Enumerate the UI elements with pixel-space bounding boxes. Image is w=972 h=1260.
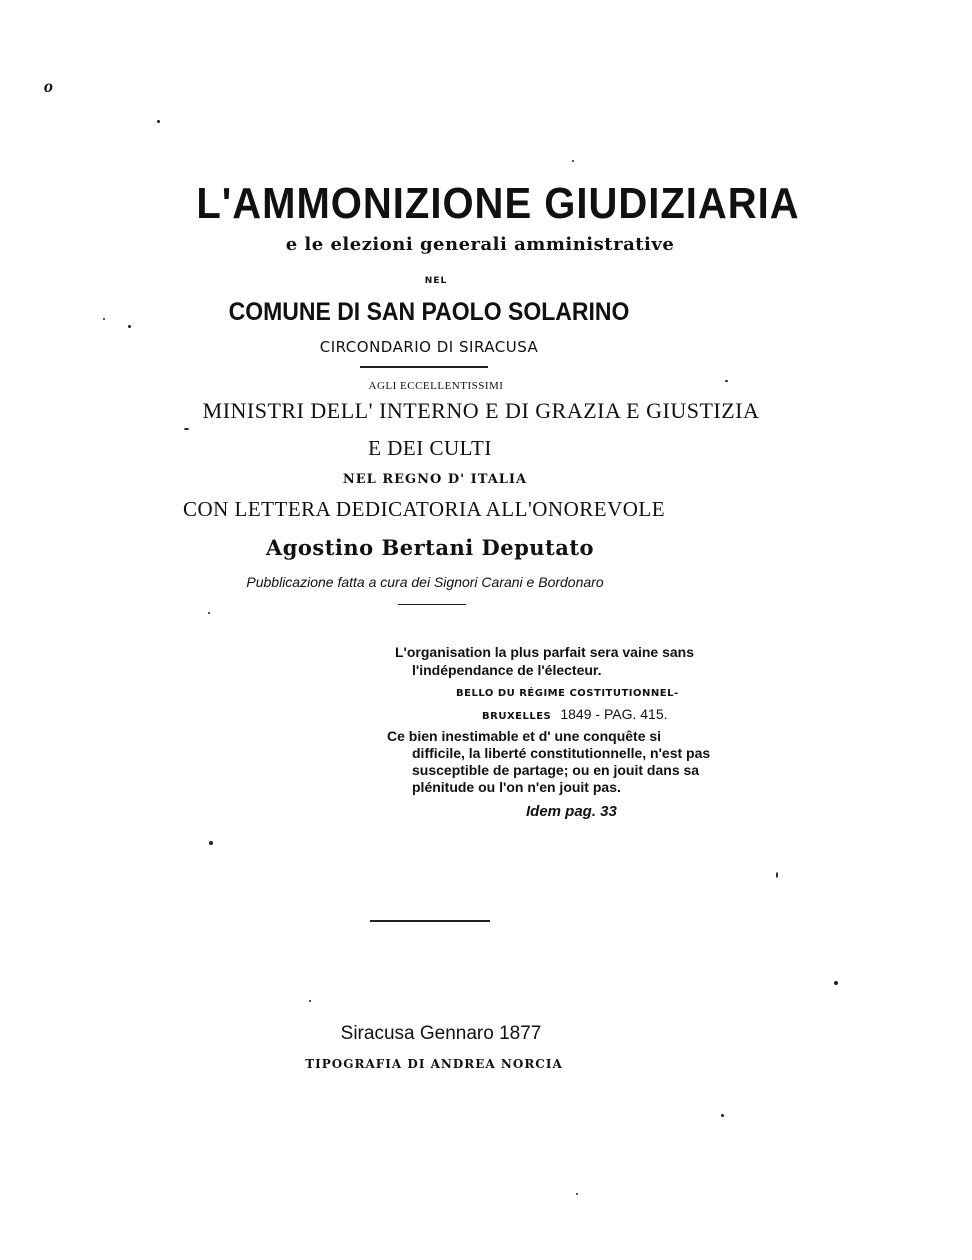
scan-speck [834, 981, 838, 985]
source2: Idem pag. 33 [526, 803, 617, 820]
quote2-line3: susceptible de partage; ou en jouit dans sa [412, 762, 700, 778]
scan-speck [576, 1193, 578, 1195]
book-subtitle: e le elezioni generali amministrative [285, 234, 675, 255]
quote1-line1: L'organisation la plus parfait sera vaine sans [395, 644, 694, 660]
quote2-line4: plénitude ou l'on n'en jouit pas. [412, 779, 621, 795]
agli-line: AGLI ECCELLENTISSIMI [368, 380, 504, 392]
book-title: L'AMMONIZIONE GIUDIZIARIA [196, 180, 800, 228]
scan-speck [208, 612, 210, 614]
scan-speck [309, 1000, 311, 1002]
source1-city: BRUXELLES [482, 711, 552, 722]
scan-speck [209, 841, 213, 845]
scan-speck [572, 160, 574, 162]
scan-speck [128, 325, 131, 328]
quote2-line1: Ce bien inestimable et d' une conquête si [387, 728, 662, 744]
deputato-name: Agostino Bertani Deputato [265, 535, 595, 560]
ministri-line: MINISTRI DELL' INTERNO E DI GRAZIA E GIUSTIZIA [202, 398, 760, 423]
quote1-line2: l'indépendance de l'électeur. [412, 662, 602, 678]
regno-line: NEL REGNO D' ITALIA [342, 472, 528, 487]
nel-label: NEL [424, 276, 448, 286]
source1-year: 1849 - PAG. 415. [560, 706, 668, 722]
place-date: Siracusa Gennaro 1877 [340, 1023, 542, 1044]
bottom-divider [370, 920, 490, 922]
scan-speck [157, 120, 160, 123]
printer-line: TIPOGRAFIA DI ANDREA NORCIA [305, 1057, 563, 1071]
scan-speck [776, 872, 778, 878]
source1-line2 [482, 704, 668, 723]
pubblicazione-line: Pubblicazione fatta a cura dei Signori Carani e Bordonaro [246, 574, 604, 590]
scan-speck [103, 318, 105, 320]
culti-line: E DEI CULTI [368, 436, 492, 460]
circondario-line: CIRCONDARIO DI SIRACUSA [319, 338, 539, 356]
comune-heading: COMUNE DI SAN PAOLO SOLARINO [228, 298, 630, 326]
scan-speck [721, 1114, 724, 1117]
scan-speck [184, 428, 189, 430]
scan-speck [725, 380, 728, 382]
middle-divider [398, 604, 466, 605]
corner-mark: o [44, 76, 53, 96]
lettera-line: CON LETTERA DEDICATORIA ALL'ONOREVOLE [182, 497, 666, 521]
source1-line1: BELLO DU RÉGIME COSTITUTIONNEL- [456, 688, 679, 699]
top-divider [360, 366, 488, 368]
quote2-line2: difficile, la liberté constitutionnelle, n'est pas [412, 745, 711, 761]
